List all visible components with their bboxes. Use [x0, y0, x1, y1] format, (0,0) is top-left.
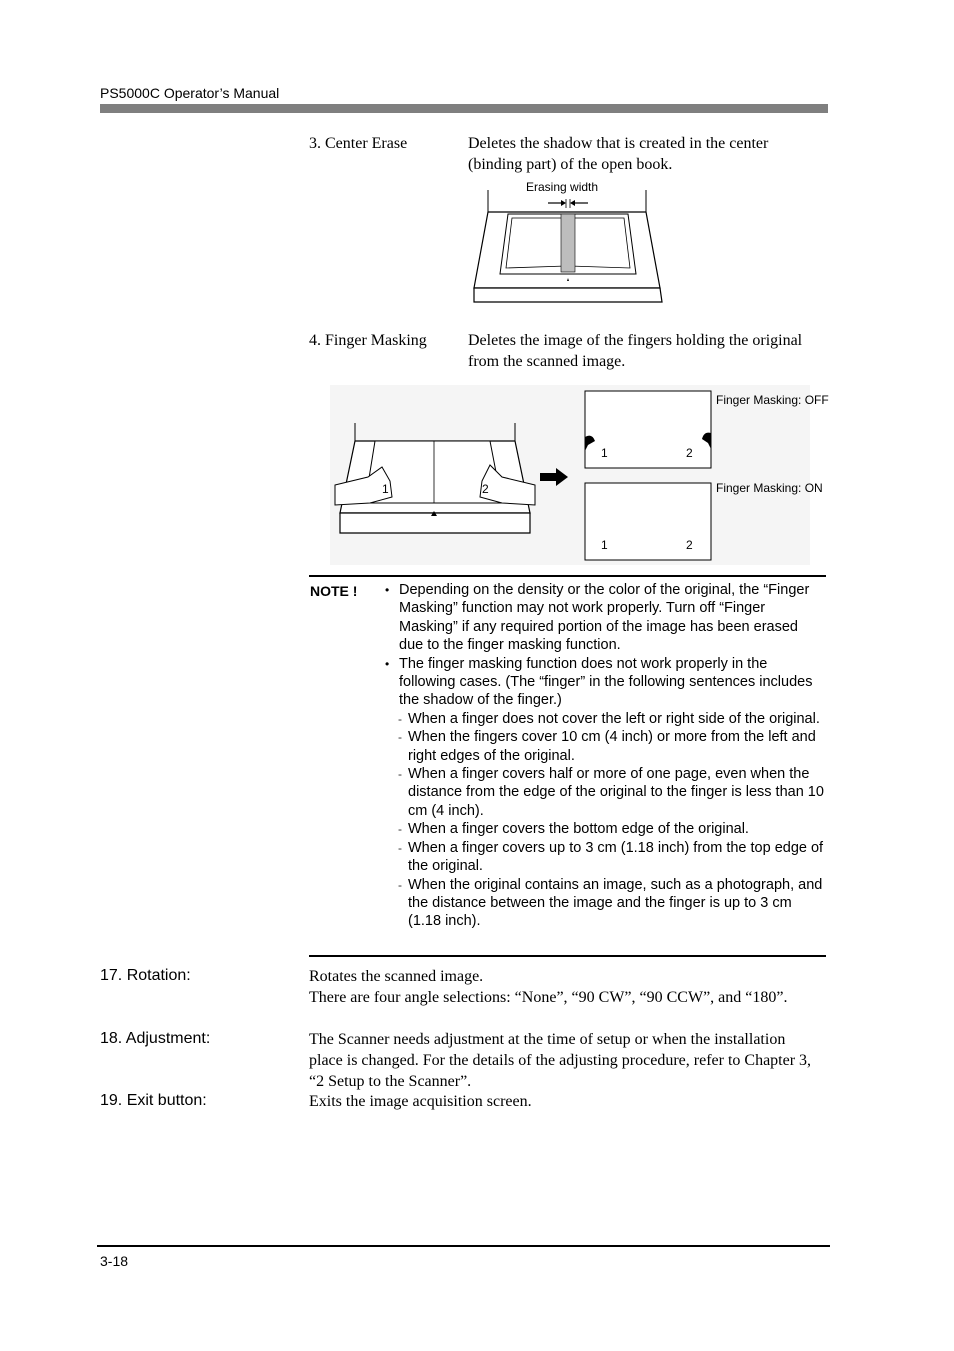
center-erase-figure	[468, 178, 668, 308]
finger-masking-description: Deletes the image of the fingers holding the original from the scanned image.	[468, 332, 803, 370]
note-sub-item: - When a finger covers the bottom edge of the original.	[385, 820, 825, 838]
note-sub-item: - When a finger covers up to 3 cm (1.18 inch) from the top edge of the original.	[385, 839, 825, 876]
erasing-width-label: Erasing width	[526, 180, 599, 194]
rotation-description-line-2: There are four angle selections: “None”, “90 CW”, “90 CCW”, and “180”.	[309, 989, 788, 1006]
on-page-left-number: 1	[601, 538, 608, 552]
note-sub-item: - When the original contains an image, such as a photograph, and the distance between the image and the finger is up to 3 cm (1.18 inch).	[385, 876, 825, 931]
adjustment-label: 18. Adjustment:	[100, 1030, 211, 1047]
rotation-description-line-1: Rotates the scanned image.	[309, 968, 484, 985]
finger-masking-illustration	[330, 385, 810, 565]
rotation-description	[309, 966, 829, 1008]
exit-button-label: 19. Exit button:	[100, 1092, 207, 1109]
open-book-on-scanner-illustration	[468, 178, 668, 308]
note-bullet-2: • The finger masking function does not work properly in the following cases. (The “finger” in the following sentences includes the shadow of the finger.)	[385, 655, 825, 710]
exit-button-description: Exits the image acquisition screen.	[309, 1093, 532, 1110]
note-bullet-1: • Depending on the density or the color of the original, the “Finger Masking” function may not work properly. Turn off “Finger Masking” if any required portion of the image has been erased due to the finger masking function.	[385, 581, 825, 655]
scanner-page-left-number: 1	[382, 482, 389, 496]
finger-masking-term: 4. Finger Masking	[309, 332, 427, 349]
footer-rule	[97, 1245, 830, 1247]
center-erase-term: 3. Center Erase	[309, 135, 408, 152]
note-top-rule	[309, 575, 826, 577]
finger-masking-off-label: Finger Masking: OFF	[716, 393, 829, 407]
running-header-title: PS5000C Operator’s Manual	[100, 85, 280, 101]
finger-masking-on-label: Finger Masking: ON	[716, 481, 823, 495]
note-sub-item: - When a finger covers half or more of one page, even when the distance from the edge of the original to the finger is less than 10 cm (4 inch).	[385, 765, 825, 820]
center-erase-description: Deletes the shadow that is created in the center (binding part) of the open book.	[468, 135, 769, 173]
note-sub-item: - When the fingers cover 10 cm (4 inch) or more from the left and right edges of the original.	[385, 728, 825, 765]
adjustment-description: The Scanner needs adjustment at the time of setup or when the installation place is changed. For the details of the adjusting procedure, refer to Chapter 3, “2 Setup to the Scanner”.	[309, 1031, 812, 1090]
off-page-left-number: 1	[601, 446, 608, 460]
note-sub-item: - When a finger does not cover the left or right side of the original.	[385, 710, 825, 728]
note-list	[385, 581, 825, 931]
off-page-right-number: 2	[686, 446, 693, 460]
rotation-label: 17. Rotation:	[100, 967, 191, 984]
page-number: 3-18	[100, 1253, 129, 1269]
right-arrow-icon	[540, 468, 568, 486]
on-page-right-number: 2	[686, 538, 693, 552]
header-bar	[100, 104, 828, 113]
note-bottom-rule	[309, 955, 826, 957]
note-label: NOTE !	[310, 583, 358, 599]
finger-masking-figure	[330, 385, 810, 565]
scanner-page-right-number: 2	[482, 482, 489, 496]
